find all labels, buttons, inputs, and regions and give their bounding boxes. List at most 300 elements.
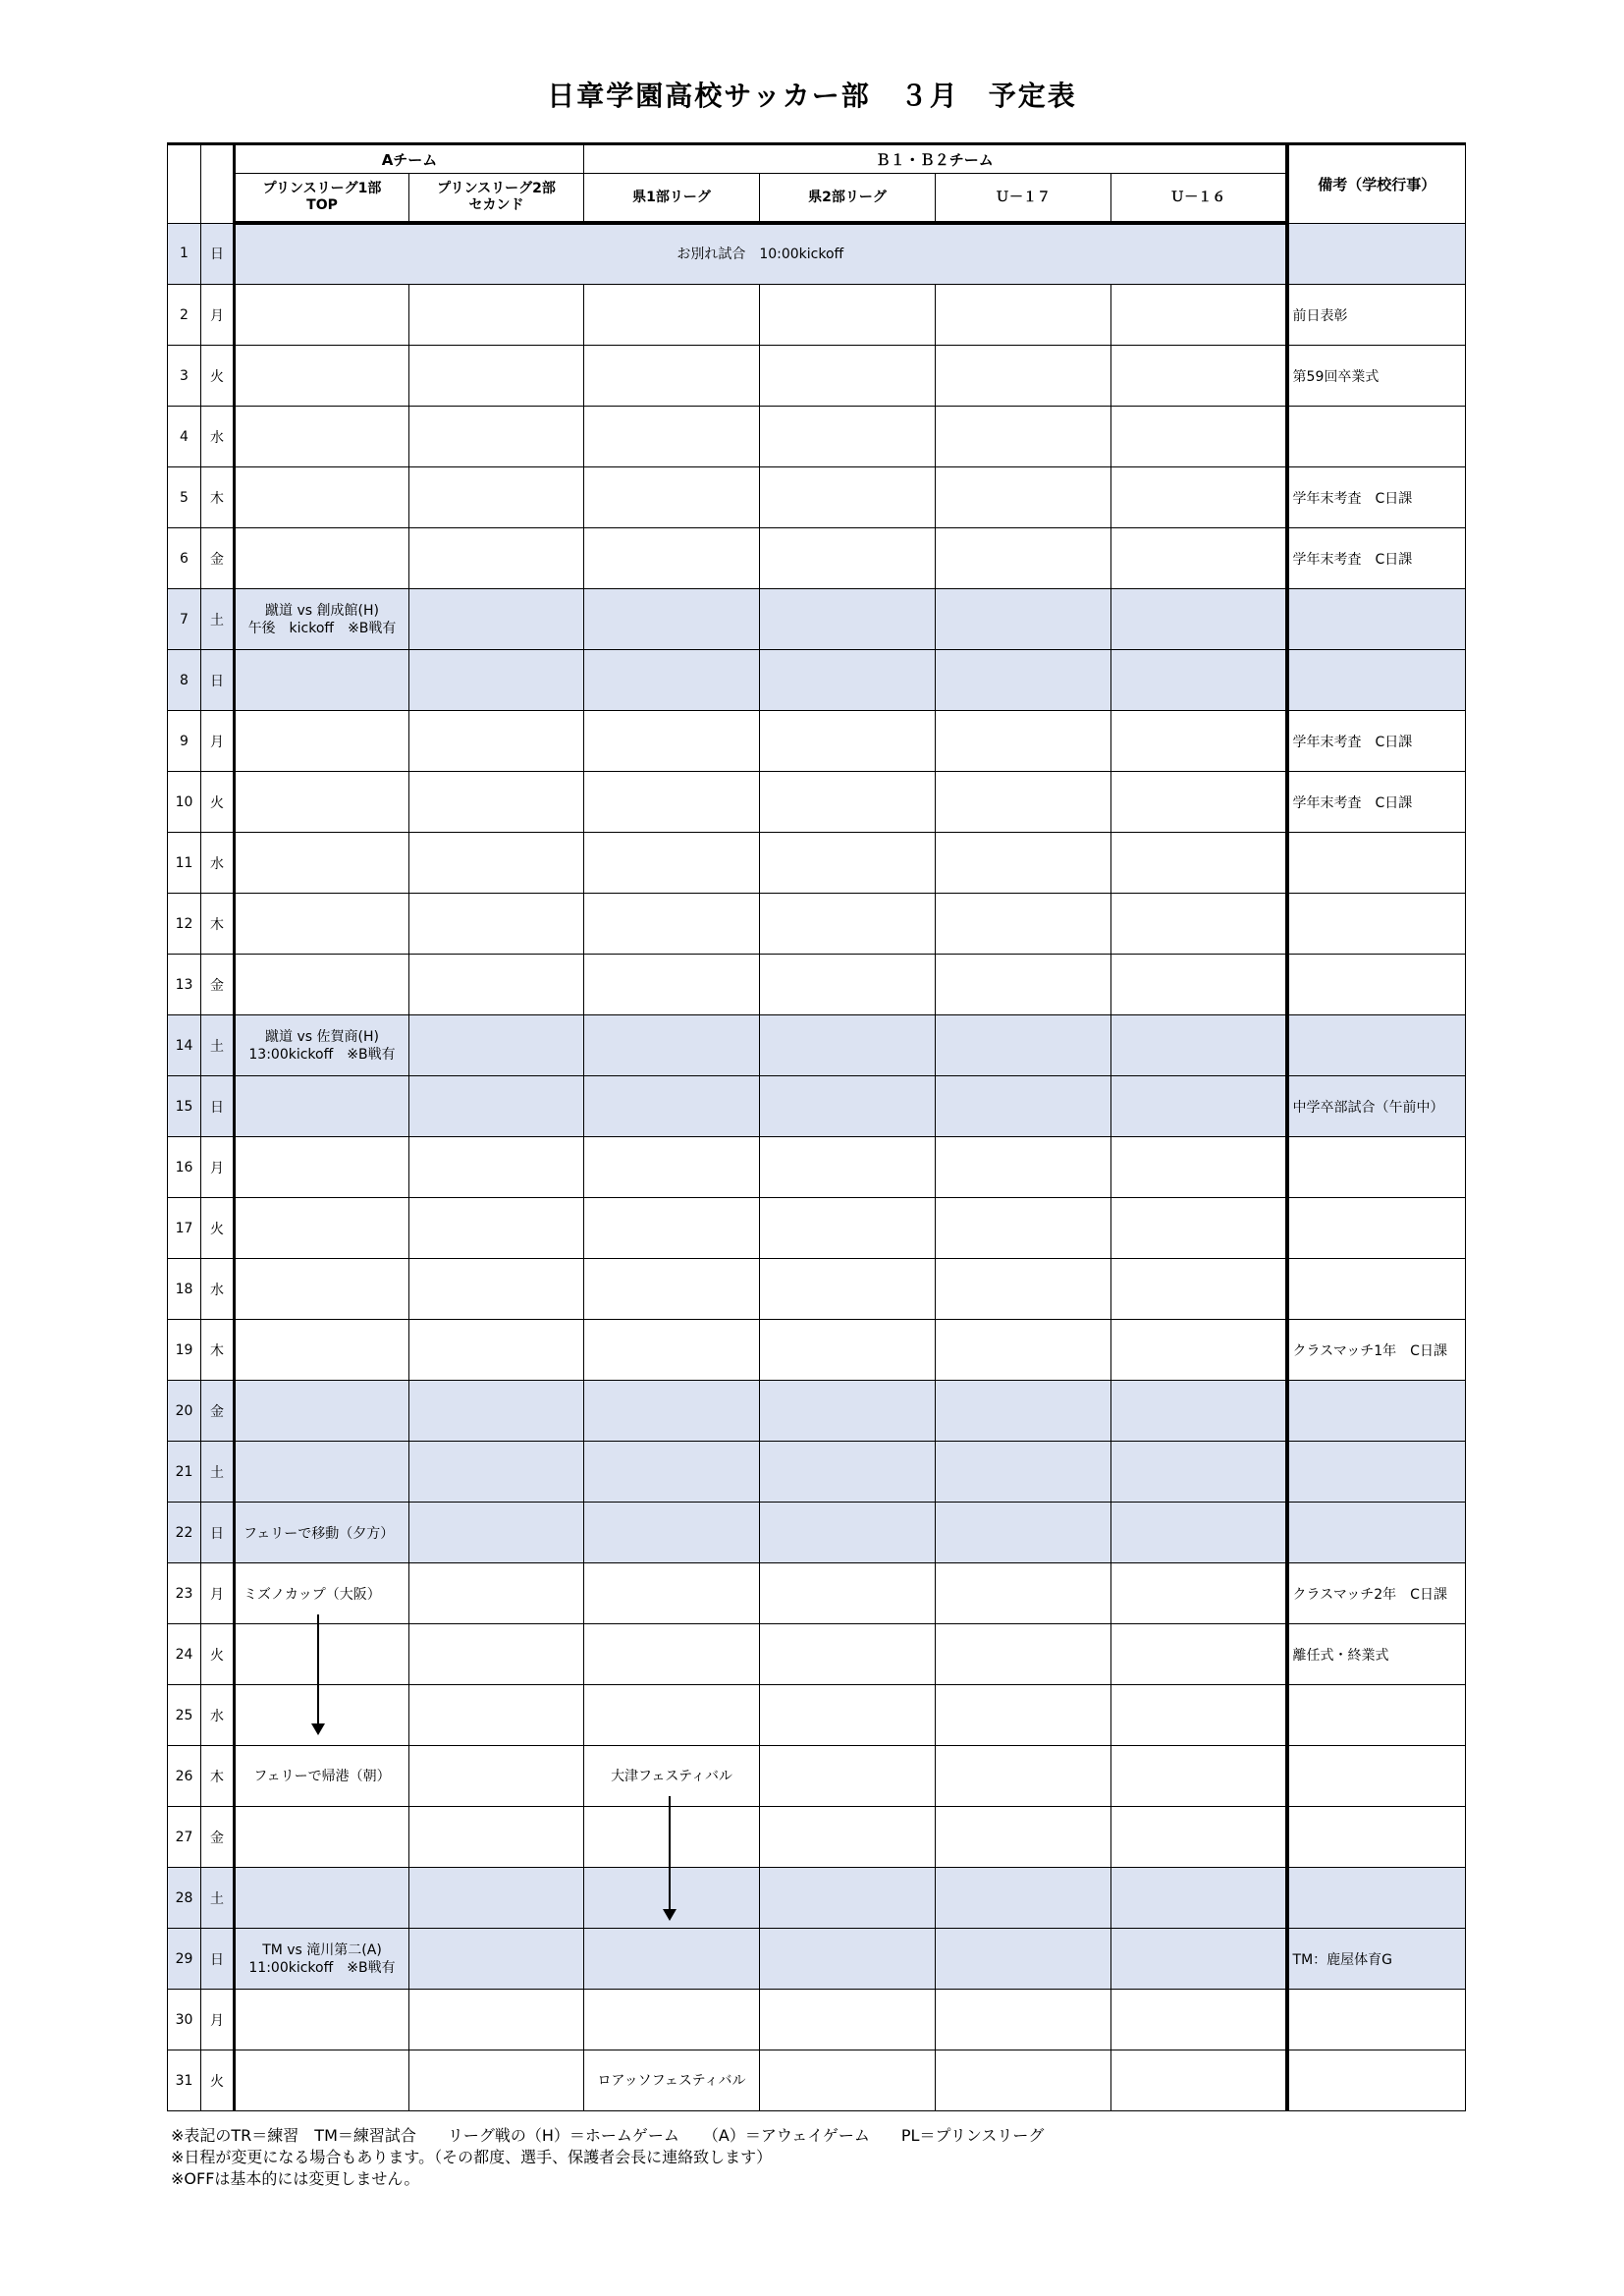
day-row bbox=[168, 346, 1466, 407]
schedule-cell-c5 bbox=[936, 346, 1111, 407]
schedule-cell-c6 bbox=[1111, 589, 1287, 650]
day-row bbox=[168, 1746, 1466, 1807]
schedule-cell-c4 bbox=[760, 650, 936, 711]
schedule-cell-c4 bbox=[760, 1990, 936, 2050]
schedule-cell-c4 bbox=[760, 1320, 936, 1381]
schedule-cell-c6 bbox=[1111, 346, 1287, 407]
schedule-cell-c3: 大津フェスティバル bbox=[584, 1746, 760, 1807]
schedule-cell-c2 bbox=[409, 1563, 584, 1624]
day-number: 28 bbox=[168, 1868, 201, 1929]
day-number: 11 bbox=[168, 833, 201, 894]
footnote-1: ※表記のTR＝練習 TM＝練習試合 リーグ戦の（H）＝ホームゲーム （A）＝アウェイゲーム PL＝プリンスリーグ bbox=[171, 2126, 1045, 2145]
day-row bbox=[168, 1563, 1466, 1624]
footnotes bbox=[171, 2125, 1044, 2190]
schedule-cell-c1 bbox=[235, 772, 409, 833]
schedule-cell-c1 bbox=[235, 1381, 409, 1442]
schedule-cell-c1 bbox=[235, 1259, 409, 1320]
schedule-cell-c5 bbox=[936, 711, 1111, 772]
schedule-cell-c4 bbox=[760, 711, 936, 772]
day-number: 3 bbox=[168, 346, 201, 407]
schedule-cell-c6 bbox=[1111, 1015, 1287, 1076]
schedule-cell-c4 bbox=[760, 833, 936, 894]
day-row bbox=[168, 1137, 1466, 1198]
remarks-cell bbox=[1287, 1868, 1466, 1929]
day-of-week: 水 bbox=[201, 1685, 235, 1746]
schedule-cell-c4 bbox=[760, 1929, 936, 1990]
day-number: 12 bbox=[168, 894, 201, 955]
remarks-cell bbox=[1287, 223, 1466, 285]
remarks-cell: 学年末考査 C日課 bbox=[1287, 467, 1466, 528]
schedule-cell-c2 bbox=[409, 589, 584, 650]
b-team-header: Ｂ１・Ｂ２チーム bbox=[584, 144, 1287, 174]
schedule-cell-c1: フェリーで移動（夕方） bbox=[235, 1503, 409, 1563]
schedule-cell-c4 bbox=[760, 1807, 936, 1868]
column-header-u16: Ｕ－１６ bbox=[1111, 174, 1287, 224]
day-number: 21 bbox=[168, 1442, 201, 1503]
schedule-cell-c6 bbox=[1111, 955, 1287, 1015]
schedule-cell-c3 bbox=[584, 1929, 760, 1990]
column-header-pref2: 県2部リーグ bbox=[760, 174, 936, 224]
schedule-cell-c2 bbox=[409, 894, 584, 955]
day-of-week: 月 bbox=[201, 711, 235, 772]
schedule-cell-c2 bbox=[409, 1015, 584, 1076]
schedule-cell-c2 bbox=[409, 1807, 584, 1868]
schedule-cell-c3 bbox=[584, 285, 760, 346]
page-title: 日章学園高校サッカー部 ３月 予定表 bbox=[547, 80, 1077, 112]
schedule-cell-c4 bbox=[760, 1563, 936, 1624]
day-number: 27 bbox=[168, 1807, 201, 1868]
schedule-cell-c1 bbox=[235, 1320, 409, 1381]
remarks-cell bbox=[1287, 1807, 1466, 1868]
schedule-cell-c1: フェリーで帰港（朝） bbox=[235, 1746, 409, 1807]
day-of-week: 火 bbox=[201, 1624, 235, 1685]
schedule-cell-c1 bbox=[235, 1076, 409, 1137]
day-row bbox=[168, 1198, 1466, 1259]
schedule-cell-c6 bbox=[1111, 1624, 1287, 1685]
day-of-week: 土 bbox=[201, 1868, 235, 1929]
schedule-cell-c1 bbox=[235, 1990, 409, 2050]
day-of-week: 火 bbox=[201, 346, 235, 407]
arrow-mizuno-cup-span bbox=[317, 1614, 319, 1725]
schedule-cell-c4 bbox=[760, 1442, 936, 1503]
schedule-cell-c6 bbox=[1111, 1929, 1287, 1990]
schedule-cell-c5 bbox=[936, 467, 1111, 528]
schedule-cell-c1: 蹴道 vs 佐賀商(H) 13:00kickoff ※B戦有 bbox=[235, 1015, 409, 1076]
schedule-cell-c3 bbox=[584, 1442, 760, 1503]
schedule-cell-c2 bbox=[409, 1990, 584, 2050]
day-number-header bbox=[168, 144, 201, 224]
schedule-cell-c3 bbox=[584, 467, 760, 528]
remarks-cell: TM：鹿屋体育G bbox=[1287, 1929, 1466, 1990]
schedule-cell-c2 bbox=[409, 711, 584, 772]
remarks-cell: 前日表彰 bbox=[1287, 285, 1466, 346]
schedule-cell-c4 bbox=[760, 1137, 936, 1198]
schedule-cell-c2 bbox=[409, 1259, 584, 1320]
remarks-cell bbox=[1287, 1015, 1466, 1076]
schedule-cell-c4 bbox=[760, 894, 936, 955]
schedule-cell-c1 bbox=[235, 1137, 409, 1198]
schedule-cell-c3 bbox=[584, 894, 760, 955]
schedule-cell-c6 bbox=[1111, 1137, 1287, 1198]
a-team-header: Aチーム bbox=[235, 144, 584, 174]
schedule-cell-c1 bbox=[235, 650, 409, 711]
schedule-cell-c1 bbox=[235, 1807, 409, 1868]
remarks-cell: 中学卒部試合（午前中） bbox=[1287, 1076, 1466, 1137]
schedule-cell-c3 bbox=[584, 711, 760, 772]
schedule-cell-c6 bbox=[1111, 528, 1287, 589]
schedule-cell-c5 bbox=[936, 407, 1111, 467]
day-number: 29 bbox=[168, 1929, 201, 1990]
schedule-cell-c6 bbox=[1111, 1563, 1287, 1624]
remarks-cell bbox=[1287, 1685, 1466, 1746]
day-of-week: 水 bbox=[201, 833, 235, 894]
day-row bbox=[168, 894, 1466, 955]
remarks-header: 備考（学校行事） bbox=[1287, 144, 1466, 224]
schedule-cell-c5 bbox=[936, 833, 1111, 894]
day-row bbox=[168, 407, 1466, 467]
schedule-cell-c2 bbox=[409, 1137, 584, 1198]
day-row bbox=[168, 2050, 1466, 2111]
schedule-cell-c6 bbox=[1111, 1746, 1287, 1807]
schedule-cell-c6 bbox=[1111, 1259, 1287, 1320]
schedule-cell-c4 bbox=[760, 2050, 936, 2111]
day-number: 22 bbox=[168, 1503, 201, 1563]
schedule-cell-c5 bbox=[936, 1320, 1111, 1381]
remarks-cell: 学年末考査 C日課 bbox=[1287, 772, 1466, 833]
schedule-cell-c3 bbox=[584, 1259, 760, 1320]
schedule-cell-c4 bbox=[760, 1746, 936, 1807]
day-of-week: 火 bbox=[201, 772, 235, 833]
schedule-cell-c5 bbox=[936, 2050, 1111, 2111]
schedule-cell-c3 bbox=[584, 589, 760, 650]
schedule-cell-c2 bbox=[409, 407, 584, 467]
day-of-week: 金 bbox=[201, 955, 235, 1015]
day-of-week: 日 bbox=[201, 1929, 235, 1990]
day-row bbox=[168, 285, 1466, 346]
schedule-cell-c3 bbox=[584, 833, 760, 894]
remarks-cell: 学年末考査 C日課 bbox=[1287, 711, 1466, 772]
schedule-cell-c3: ロアッソフェスティバル bbox=[584, 2050, 760, 2111]
schedule-cell-c4 bbox=[760, 955, 936, 1015]
schedule-cell-c2 bbox=[409, 1685, 584, 1746]
schedule-cell-c2 bbox=[409, 650, 584, 711]
day-row bbox=[168, 1259, 1466, 1320]
schedule-cell-c5 bbox=[936, 1746, 1111, 1807]
schedule-cell-c6 bbox=[1111, 1381, 1287, 1442]
day-row bbox=[168, 1868, 1466, 1929]
day-number: 23 bbox=[168, 1563, 201, 1624]
schedule-cell-c1 bbox=[235, 1624, 409, 1685]
schedule-cell-c2 bbox=[409, 833, 584, 894]
schedule-cell-c1 bbox=[235, 711, 409, 772]
schedule-cell-c6 bbox=[1111, 1198, 1287, 1259]
day-row bbox=[168, 955, 1466, 1015]
schedule-cell-c5 bbox=[936, 1381, 1111, 1442]
day-row bbox=[168, 772, 1466, 833]
schedule-cell-c5 bbox=[936, 1137, 1111, 1198]
schedule-cell-c4 bbox=[760, 1868, 936, 1929]
remarks-cell bbox=[1287, 894, 1466, 955]
day-of-week: 水 bbox=[201, 1259, 235, 1320]
day-number: 18 bbox=[168, 1259, 201, 1320]
schedule-cell-c3 bbox=[584, 1198, 760, 1259]
remarks-cell: クラスマッチ1年 C日課 bbox=[1287, 1320, 1466, 1381]
day-row bbox=[168, 1929, 1466, 1990]
schedule-cell-c4 bbox=[760, 1624, 936, 1685]
day-of-week: 月 bbox=[201, 1563, 235, 1624]
day-of-week: 水 bbox=[201, 407, 235, 467]
remarks-cell: 第59回卒業式 bbox=[1287, 346, 1466, 407]
schedule-cell-c2 bbox=[409, 1624, 584, 1685]
schedule-cell-c5 bbox=[936, 1990, 1111, 2050]
schedule-cell-c4 bbox=[760, 346, 936, 407]
remarks-cell bbox=[1287, 407, 1466, 467]
schedule-cell-c1 bbox=[235, 1442, 409, 1503]
footnote-3: ※OFFは基本的には変更しません。 bbox=[171, 2169, 420, 2188]
schedule-cell-c4 bbox=[760, 1259, 936, 1320]
schedule-cell-c1 bbox=[235, 346, 409, 407]
day-number: 10 bbox=[168, 772, 201, 833]
schedule-cell-c4 bbox=[760, 772, 936, 833]
schedule-cell-c2 bbox=[409, 467, 584, 528]
schedule-cell-c3 bbox=[584, 1076, 760, 1137]
remarks-cell bbox=[1287, 1442, 1466, 1503]
schedule-cell-c4 bbox=[760, 467, 936, 528]
day-number: 16 bbox=[168, 1137, 201, 1198]
schedule-cell-c5 bbox=[936, 1503, 1111, 1563]
schedule-cell-c2 bbox=[409, 1442, 584, 1503]
day-row bbox=[168, 1807, 1466, 1868]
schedule-body bbox=[168, 223, 1466, 2111]
day-number: 25 bbox=[168, 1685, 201, 1746]
schedule-cell-c5 bbox=[936, 894, 1111, 955]
schedule-cell-c3 bbox=[584, 650, 760, 711]
schedule-cell-c6 bbox=[1111, 2050, 1287, 2111]
remarks-cell bbox=[1287, 1990, 1466, 2050]
schedule-cell-c3 bbox=[584, 1990, 760, 2050]
day-of-week: 金 bbox=[201, 1381, 235, 1442]
remarks-cell bbox=[1287, 1746, 1466, 1807]
day-of-week: 木 bbox=[201, 1320, 235, 1381]
day-of-week: 日 bbox=[201, 223, 235, 285]
schedule-cell-c3 bbox=[584, 772, 760, 833]
schedule-cell-c6 bbox=[1111, 407, 1287, 467]
day-of-week: 土 bbox=[201, 1015, 235, 1076]
schedule-cell-c3 bbox=[584, 1015, 760, 1076]
schedule-cell-c1 bbox=[235, 467, 409, 528]
day-of-week: 火 bbox=[201, 2050, 235, 2111]
remarks-cell: 離任式・終業式 bbox=[1287, 1624, 1466, 1685]
schedule-cell-c2 bbox=[409, 772, 584, 833]
schedule-cell-c4 bbox=[760, 1381, 936, 1442]
schedule-cell-c5 bbox=[936, 285, 1111, 346]
day-number: 7 bbox=[168, 589, 201, 650]
day-row bbox=[168, 1320, 1466, 1381]
day-row bbox=[168, 1442, 1466, 1503]
schedule-cell-c5 bbox=[936, 1807, 1111, 1868]
schedule-cell-c1: ミズノカップ（大阪） bbox=[235, 1563, 409, 1624]
schedule-cell-c6 bbox=[1111, 772, 1287, 833]
schedule-cell-c3 bbox=[584, 1685, 760, 1746]
remarks-cell bbox=[1287, 1259, 1466, 1320]
schedule-cell-c4 bbox=[760, 1015, 936, 1076]
day-of-week: 金 bbox=[201, 528, 235, 589]
schedule-cell-c6 bbox=[1111, 894, 1287, 955]
day-row bbox=[168, 1503, 1466, 1563]
column-header-u17: Ｕ－１７ bbox=[936, 174, 1111, 224]
schedule-cell-c2 bbox=[409, 955, 584, 1015]
day-number: 4 bbox=[168, 407, 201, 467]
day-number: 31 bbox=[168, 2050, 201, 2111]
day-row bbox=[168, 1685, 1466, 1746]
schedule-cell-c6 bbox=[1111, 285, 1287, 346]
remarks-cell bbox=[1287, 955, 1466, 1015]
schedule-cell-c5 bbox=[936, 1015, 1111, 1076]
day-row bbox=[168, 1015, 1466, 1076]
day-number: 6 bbox=[168, 528, 201, 589]
remarks-cell bbox=[1287, 2050, 1466, 2111]
schedule-cell-c6 bbox=[1111, 1076, 1287, 1137]
remarks-cell bbox=[1287, 1137, 1466, 1198]
day-number: 30 bbox=[168, 1990, 201, 2050]
day-row bbox=[168, 833, 1466, 894]
day-row bbox=[168, 528, 1466, 589]
schedule-cell-c5 bbox=[936, 1685, 1111, 1746]
remarks-cell: 学年末考査 C日課 bbox=[1287, 528, 1466, 589]
schedule-cell-c6 bbox=[1111, 1990, 1287, 2050]
schedule-cell-c3 bbox=[584, 1503, 760, 1563]
column-header-prince1: プリンスリーグ1部 TOP bbox=[235, 174, 409, 224]
schedule-cell-c2 bbox=[409, 1198, 584, 1259]
day-row bbox=[168, 1076, 1466, 1137]
day-number: 20 bbox=[168, 1381, 201, 1442]
schedule-cell-c4 bbox=[760, 589, 936, 650]
schedule-cell-c5 bbox=[936, 589, 1111, 650]
schedule-cell-c3 bbox=[584, 407, 760, 467]
schedule-cell-c6 bbox=[1111, 711, 1287, 772]
remarks-cell bbox=[1287, 1381, 1466, 1442]
schedule-cell-c4 bbox=[760, 1503, 936, 1563]
day-of-week: 火 bbox=[201, 1198, 235, 1259]
remarks-cell bbox=[1287, 833, 1466, 894]
day-row bbox=[168, 1990, 1466, 2050]
day-number: 24 bbox=[168, 1624, 201, 1685]
schedule-cell-c2 bbox=[409, 528, 584, 589]
schedule-cell-c1 bbox=[235, 1685, 409, 1746]
schedule-cell-c5 bbox=[936, 1259, 1111, 1320]
schedule-cell-c6 bbox=[1111, 467, 1287, 528]
day-of-week: 金 bbox=[201, 1807, 235, 1868]
remarks-cell bbox=[1287, 650, 1466, 711]
day-of-week: 月 bbox=[201, 1990, 235, 2050]
schedule-cell-c3 bbox=[584, 346, 760, 407]
schedule-table bbox=[167, 142, 1466, 2111]
schedule-cell-c5 bbox=[936, 1868, 1111, 1929]
schedule-cell-c1 bbox=[235, 1868, 409, 1929]
schedule-cell-c1 bbox=[235, 2050, 409, 2111]
schedule-cell-c4 bbox=[760, 528, 936, 589]
schedule-cell-c2 bbox=[409, 1929, 584, 1990]
day-row bbox=[168, 711, 1466, 772]
day-number: 5 bbox=[168, 467, 201, 528]
schedule-cell-c1 bbox=[235, 1198, 409, 1259]
schedule-cell-c6 bbox=[1111, 1868, 1287, 1929]
schedule-cell-c2 bbox=[409, 2050, 584, 2111]
remarks-cell bbox=[1287, 589, 1466, 650]
schedule-cell-c1 bbox=[235, 955, 409, 1015]
column-header-prince2: プリンスリーグ2部 セカンド bbox=[409, 174, 584, 224]
day-of-week: 日 bbox=[201, 650, 235, 711]
day-number: 9 bbox=[168, 711, 201, 772]
schedule-cell-c6 bbox=[1111, 1442, 1287, 1503]
day-of-week: 土 bbox=[201, 589, 235, 650]
schedule-cell-c3 bbox=[584, 1137, 760, 1198]
schedule-cell-c6 bbox=[1111, 833, 1287, 894]
schedule-cell-c1 bbox=[235, 285, 409, 346]
day-row bbox=[168, 223, 1466, 285]
schedule-cell-c4 bbox=[760, 1076, 936, 1137]
schedule-cell-c3 bbox=[584, 1563, 760, 1624]
day-of-week: 土 bbox=[201, 1442, 235, 1503]
day-number: 13 bbox=[168, 955, 201, 1015]
day-number: 17 bbox=[168, 1198, 201, 1259]
day-number: 2 bbox=[168, 285, 201, 346]
schedule-cell-c3 bbox=[584, 528, 760, 589]
schedule-cell-c1 bbox=[235, 833, 409, 894]
all-teams-event: お別れ試合 10:00kickoff bbox=[235, 223, 1287, 285]
schedule-cell-c4 bbox=[760, 285, 936, 346]
schedule-cell-c3 bbox=[584, 1624, 760, 1685]
schedule-cell-c2 bbox=[409, 1503, 584, 1563]
schedule-cell-c5 bbox=[936, 1563, 1111, 1624]
footnote-2: ※日程が変更になる場合もあります。（その都度、選手、保護者会長に連絡致します） bbox=[171, 2148, 773, 2166]
schedule-cell-c5 bbox=[936, 650, 1111, 711]
schedule-cell-c6 bbox=[1111, 1503, 1287, 1563]
schedule-cell-c2 bbox=[409, 285, 584, 346]
schedule-cell-c3 bbox=[584, 1807, 760, 1868]
schedule-cell-c2 bbox=[409, 1868, 584, 1929]
arrow-otsu-festival-span bbox=[669, 1796, 671, 1911]
weekday-header bbox=[201, 144, 235, 224]
schedule-cell-c5 bbox=[936, 955, 1111, 1015]
schedule-cell-c5 bbox=[936, 1442, 1111, 1503]
schedule-cell-c3 bbox=[584, 1320, 760, 1381]
remarks-cell bbox=[1287, 1503, 1466, 1563]
day-number: 26 bbox=[168, 1746, 201, 1807]
schedule-cell-c1: TM vs 滝川第二(A) 11:00kickoff ※B戦有 bbox=[235, 1929, 409, 1990]
schedule-cell-c6 bbox=[1111, 1685, 1287, 1746]
schedule-cell-c5 bbox=[936, 772, 1111, 833]
day-number: 19 bbox=[168, 1320, 201, 1381]
schedule-cell-c2 bbox=[409, 1746, 584, 1807]
day-number: 15 bbox=[168, 1076, 201, 1137]
day-number: 14 bbox=[168, 1015, 201, 1076]
schedule-cell-c5 bbox=[936, 1076, 1111, 1137]
schedule-cell-c2 bbox=[409, 1381, 584, 1442]
schedule-cell-c3 bbox=[584, 1381, 760, 1442]
schedule-cell-c5 bbox=[936, 1198, 1111, 1259]
column-header-pref1: 県1部リーグ bbox=[584, 174, 760, 224]
schedule-cell-c6 bbox=[1111, 1320, 1287, 1381]
day-of-week: 木 bbox=[201, 1746, 235, 1807]
remarks-cell bbox=[1287, 1198, 1466, 1259]
schedule-cell-c1 bbox=[235, 407, 409, 467]
day-row bbox=[168, 589, 1466, 650]
day-of-week: 月 bbox=[201, 285, 235, 346]
schedule-cell-c6 bbox=[1111, 650, 1287, 711]
schedule-cell-c5 bbox=[936, 1929, 1111, 1990]
schedule-cell-c2 bbox=[409, 1320, 584, 1381]
